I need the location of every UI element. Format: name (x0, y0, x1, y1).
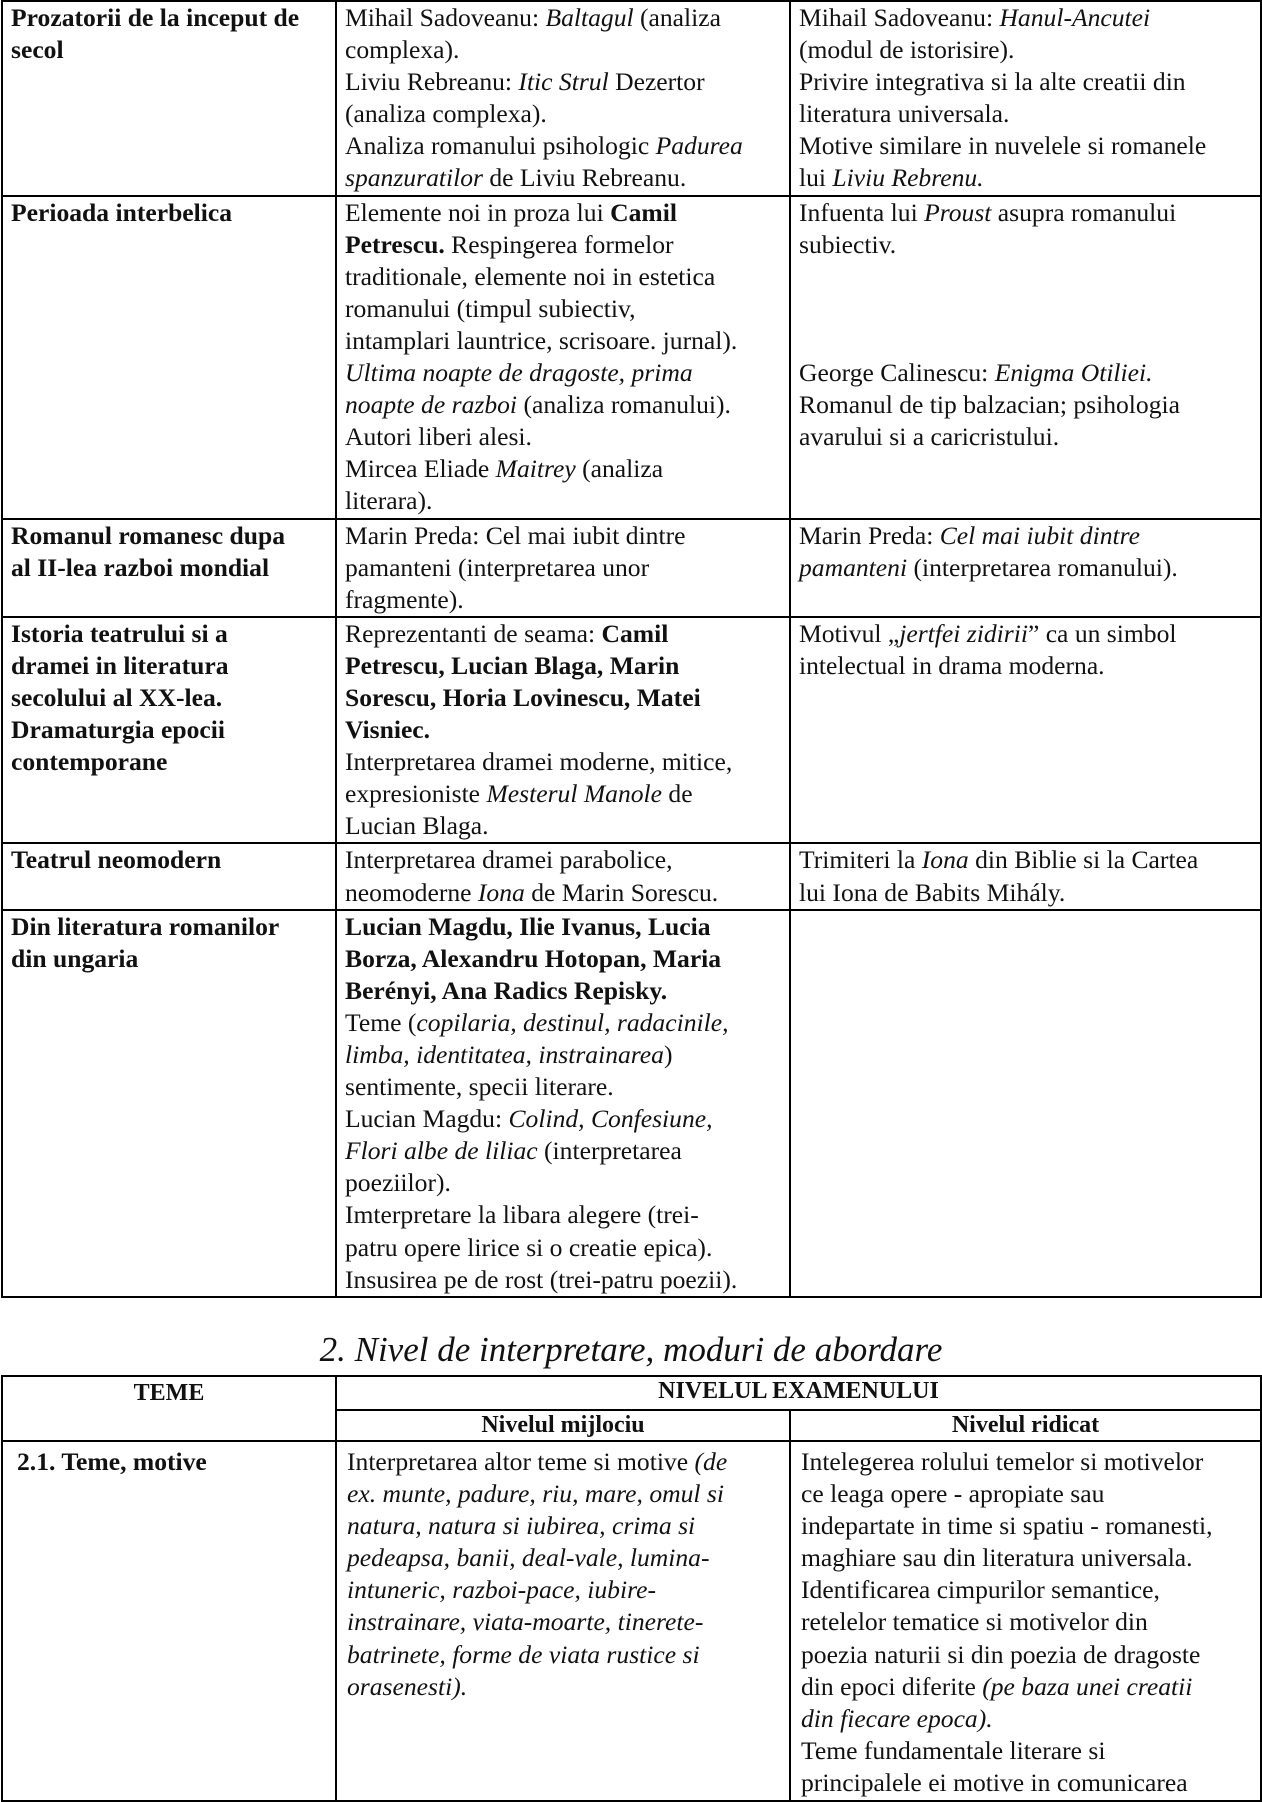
table-row (2, 910, 1261, 1297)
text-line (345, 714, 781, 746)
italic-title: Itic Strul (518, 67, 609, 97)
bold-name: Berényi, Ana Radics Repisky. (345, 975, 668, 1005)
text-line (345, 943, 781, 975)
italic-title: Proust (924, 197, 992, 227)
right-cell-bottom (799, 357, 1252, 453)
header-teme: TEME (2, 1376, 336, 1441)
italic-title: limba, identitatea, instrainarea (345, 1040, 664, 1069)
right-cell-top (799, 197, 1252, 261)
italic-title: din fiecare epoca). (801, 1703, 993, 1733)
theme-line: secol (11, 35, 64, 65)
theme-line: al II-lea razboi mondial (11, 552, 270, 582)
bold-name: Borza, Alexandru Hotopan, Maria (345, 943, 722, 973)
italic-title: (pe baza unei creatii (982, 1671, 1193, 1701)
theme-line: Din literatura romanilor (11, 911, 280, 941)
text-line (801, 1703, 1252, 1735)
theme-cell: 2.1. Teme, motive (2, 1441, 336, 1801)
text-line (347, 1671, 781, 1703)
text-line: literatura universala. (799, 99, 1010, 129)
text-line: Analiza romanului psihologic Padurea (345, 131, 743, 161)
italic-title: noapte de razboi (345, 390, 518, 420)
middle-level-cell (336, 843, 790, 909)
bold-name: Sorescu, Horia Lovinescu, Matei (345, 682, 701, 712)
theme-line: contemporane (11, 747, 168, 777)
italic-title: spanzuratilor (345, 163, 483, 193)
text-line: Intelegerea rolului temelor si motivelor (801, 1447, 1204, 1476)
text-line: Privire integrativa si la alte creatii din (799, 67, 1186, 97)
text-line: Mihail Sadoveanu: Hanul-Ancutei (799, 3, 1151, 32)
bold-name: Petrescu, Lucian Blaga, Marin (345, 650, 680, 680)
theme-cell (2, 196, 336, 519)
text-line: noapte de razboi (analiza romanului). (345, 390, 731, 420)
theme-cell (2, 1, 336, 196)
italic-title: Liviu Rebrenu. (832, 163, 984, 193)
high-level-cell (790, 910, 1261, 1297)
text-line: Interpretarea altor teme si motive (de (347, 1447, 728, 1476)
text-line: Trimiteri la Iona din Biblie si la Cartea (799, 845, 1199, 875)
text-line: sentimente, specii literare. (345, 1072, 614, 1102)
theme-line: Romanul romanesc dupa (11, 520, 285, 550)
text-line: lui Iona de Babits Mihály. (799, 877, 1066, 907)
text-line: Motive similare in nuvelele si romanele (799, 131, 1207, 161)
middle-level-cell (336, 1441, 790, 1801)
spacer (799, 261, 1252, 357)
theme-line: Istoria teatrului si a (11, 618, 228, 648)
italic-title: pamanteni (799, 552, 908, 582)
text-line: Romanul de tip balzacian; psihologia (799, 390, 1180, 420)
theme-line: Perioada interbelica (11, 197, 233, 227)
text-line: romanului (timpul subiectiv, (345, 293, 636, 323)
text-line: Mihail Sadoveanu: Baltagul (analiza (345, 3, 721, 32)
text-line: Imterpretare la libara alegere (trei- (345, 1200, 699, 1230)
text-line (347, 1574, 781, 1606)
text-line: Lucian Magdu: Colind, Confesiune, (345, 1104, 713, 1134)
italic-title: jertfei zidirii (899, 618, 1028, 648)
text-line: Teme (copilaria, destinul, radacinile, (345, 1007, 729, 1037)
text-line: principalele ei motive in comunicarea (801, 1767, 1188, 1797)
text-line: Lucian Blaga. (345, 811, 489, 841)
table-row (2, 843, 1261, 909)
middle-level-cell (336, 617, 790, 844)
text-line (345, 682, 781, 714)
text-line: Marin Preda: Cel mai iubit dintre (345, 520, 686, 550)
text-line: retelelor tematice si motivelor din (801, 1607, 1148, 1637)
text-line: maghiare sau din literatura universala. (801, 1543, 1193, 1573)
text-line: din epoci diferite (pe baza unei creatii (801, 1671, 1193, 1701)
text-line: pamanteni (interpretarea unor (345, 552, 650, 582)
italic-title: Iona (477, 877, 525, 907)
high-level-cell (790, 1, 1261, 196)
bold-name: Visniec. (345, 715, 431, 745)
bold-name: Camil (601, 618, 669, 648)
high-level-cell (790, 519, 1261, 617)
italic-title: Cel mai iubit dintre (939, 520, 1140, 550)
text-line: (modul de istorisire). (799, 35, 1015, 65)
table-row (2, 519, 1261, 617)
italic-title: (de (694, 1447, 728, 1476)
text-line: pamanteni (interpretarea romanului). (799, 552, 1178, 582)
theme-line: secolului al XX-lea. (11, 682, 223, 712)
text-line (345, 357, 781, 389)
text-line (345, 975, 781, 1007)
interpretation-levels-table (1, 1375, 1262, 1802)
curriculum-table-continued (1, 0, 1262, 1298)
middle-level-cell (336, 519, 790, 617)
theme-line: Prozatorii de la inceput de (11, 3, 300, 32)
header-row (2, 1376, 1261, 1410)
italic-title: Enigma Otiliei. (994, 358, 1153, 388)
italic-title: Iona (921, 845, 969, 875)
text-line (347, 1542, 781, 1574)
table-row (2, 1, 1261, 196)
text-line: Mircea Eliade Maitrey (analiza (345, 454, 664, 484)
text-line: Elemente noi in proza lui Camil (345, 197, 677, 227)
text-line: Interpretarea dramei parabolice, (345, 845, 673, 875)
text-line: Insusirea pe de rost (trei-patru poezii). (345, 1264, 738, 1294)
text-line (345, 650, 781, 682)
italic-title: Flori albe de liliac (345, 1136, 538, 1166)
italic-title: natura, natura si iubirea, crima si (347, 1511, 696, 1541)
italic-title: Maitrey (495, 454, 576, 484)
text-line: Motivul „jertfei zidirii” ca un simbol (799, 618, 1177, 648)
text-line: (analiza complexa). (345, 99, 547, 129)
text-line: complexa). (345, 35, 460, 65)
middle-level-cell (336, 1, 790, 196)
high-level-cell (790, 196, 1261, 519)
text-line: avarului si a caricristului. (799, 422, 1060, 452)
theme-cell (2, 617, 336, 844)
header-high-level: Nivelul ridicat (790, 1410, 1261, 1441)
header-exam-level: NIVELUL EXAMENULUI (336, 1376, 1261, 1410)
text-line: literara). (345, 486, 433, 516)
text-line: George Calinescu: Enigma Otiliei. (799, 358, 1153, 388)
italic-title: pedeapsa, banii, deal-vale, lumina- (347, 1543, 710, 1573)
header-middle-level: Nivelul mijlociu (336, 1410, 790, 1441)
text-line: Identificarea cimpurilor semantice, (801, 1575, 1160, 1605)
text-line: patru opere lirice si o creatie epica). (345, 1232, 713, 1262)
text-line: subiectiv. (799, 229, 897, 259)
theme-cell (2, 843, 336, 909)
text-line: intamplari launtrice, scrisoare. jurnal). (345, 325, 738, 355)
italic-title: Padurea (655, 131, 743, 161)
bold-name: Lucian Magdu, Ilie Ivanus, Lucia (345, 911, 711, 941)
table-row (2, 1441, 1261, 1801)
italic-title: batrinete, forme de viata rustice si (347, 1639, 700, 1669)
table-row (2, 196, 1261, 519)
theme-line: Teatrul neomodern (11, 845, 222, 875)
text-line: indepartate in time si spatiu - romanesti, (801, 1511, 1213, 1541)
text-line: spanzuratilor de Liviu Rebreanu. (345, 163, 687, 193)
theme-cell (2, 519, 336, 617)
text-line (347, 1478, 781, 1510)
high-level-cell (790, 617, 1261, 844)
italic-title: copilaria, destinul, radacinile, (416, 1007, 729, 1037)
text-line: Infuenta lui Proust asupra romanului (799, 197, 1177, 227)
italic-title: orasenesti). (347, 1671, 468, 1701)
text-line: Teme fundamentale literare si (801, 1735, 1106, 1765)
section-title: 2. Nivel de interpretare, moduri de abordare (319, 1330, 943, 1369)
text-line: lui Liviu Rebrenu. (799, 163, 984, 193)
text-line: neomoderne Iona de Marin Sorescu. (345, 877, 719, 907)
text-line: Marin Preda: Cel mai iubit dintre (799, 520, 1140, 550)
text-line (347, 1639, 781, 1671)
middle-level-cell (336, 196, 790, 519)
text-line: intelectual in drama moderna. (799, 650, 1105, 680)
italic-title: Hanul-Ancutei (999, 3, 1151, 32)
text-line: Reprezentanti de seama: Camil (345, 618, 669, 648)
text-line: traditionale, elemente noi in estetica (345, 261, 716, 291)
italic-title: intuneric, razboi-pace, iubire- (347, 1575, 656, 1605)
text-line: expresioniste Mesterul Manole de (345, 779, 693, 809)
theme-line: din ungaria (11, 943, 139, 973)
middle-level-cell (336, 910, 790, 1297)
high-level-cell (790, 1441, 1261, 1801)
text-line: Liviu Rebreanu: Itic Strul Dezertor (345, 67, 705, 97)
text-line: poeziilor). (345, 1168, 451, 1198)
italic-title: Mesterul Manole (486, 779, 663, 809)
theme-line: Dramaturgia epocii (11, 715, 225, 745)
italic-title: Ultima noapte de dragoste, prima (345, 358, 693, 388)
table-row (2, 617, 1261, 844)
theme-cell (2, 910, 336, 1297)
bold-name: Camil (610, 197, 677, 227)
text-line: Interpretarea dramei moderne, mitice, (345, 747, 733, 777)
text-line: Petrescu. Respingerea formelor (345, 229, 674, 259)
text-line: poezia naturii si din poezia de dragoste (801, 1639, 1201, 1669)
text-line (347, 1606, 781, 1638)
text-line (347, 1510, 781, 1542)
bold-name: Petrescu. (345, 229, 445, 259)
italic-title: Baltagul (545, 3, 634, 32)
text-line (345, 911, 781, 943)
high-level-cell (790, 843, 1261, 909)
text-line: limba, identitatea, instrainarea) (345, 1040, 673, 1069)
text-line: ce leaga opere - apropiate sau (801, 1479, 1105, 1509)
text-line: Flori albe de liliac (interpretarea (345, 1136, 682, 1166)
italic-title: Colind, Confesiune, (508, 1104, 713, 1134)
text-line: fragmente). (345, 584, 464, 614)
italic-title: ex. munte, padure, riu, mare, omul si (347, 1479, 724, 1509)
theme-line: dramei in literatura (11, 650, 229, 680)
italic-title: instrainare, viata-moarte, tinerete- (347, 1607, 704, 1637)
text-line: Autori liberi alesi. (345, 422, 532, 452)
